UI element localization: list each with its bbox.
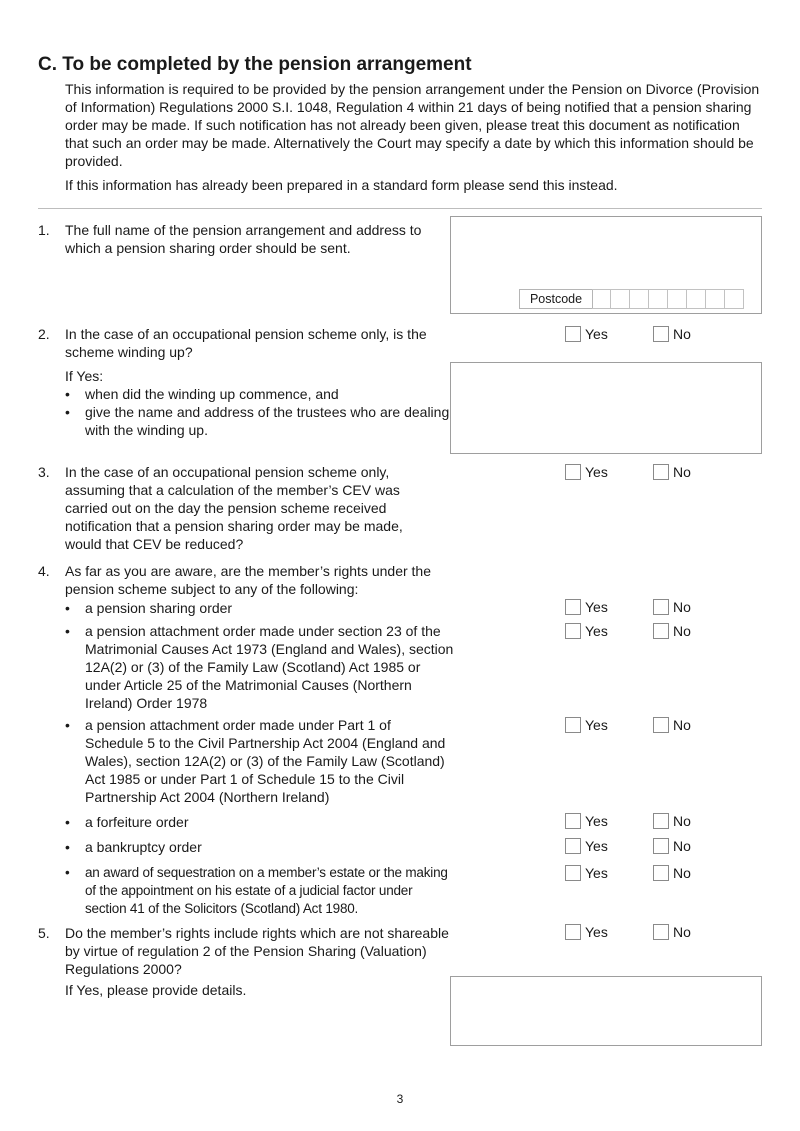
bullet-dot: • — [65, 839, 70, 855]
question-1-number: 1. — [38, 222, 50, 238]
question-4-item-4-yes-no — [565, 812, 765, 832]
bullet-dot: • — [65, 623, 70, 639]
question-4-text: As far as you are aware, are the member’s rights under the pension scheme subject to any of the following: — [65, 563, 431, 597]
no-checkbox[interactable] — [653, 326, 669, 342]
question-1-text: The full name of the pension arrangement and address to which a pension sharing order should be sent. — [65, 222, 422, 256]
no-checkbox[interactable] — [653, 717, 669, 733]
no-checkbox[interactable] — [653, 865, 669, 881]
section-title: C. To be completed by the pension arrangement — [38, 54, 472, 75]
question-4-item-1-yes-no — [565, 598, 765, 618]
yes-label: Yes — [585, 623, 608, 639]
yes-label: Yes — [585, 717, 608, 733]
no-label: No — [673, 326, 691, 342]
bullet-dot: • — [65, 404, 70, 420]
postcode-cell[interactable] — [725, 289, 744, 309]
non-shareable-details-field[interactable] — [450, 976, 762, 1046]
question-5-yes-no — [565, 923, 765, 943]
question-2-bullet — [65, 403, 450, 439]
question-4-item — [65, 716, 450, 806]
question-4-item — [65, 813, 450, 831]
yes-checkbox[interactable] — [565, 838, 581, 854]
question-4-item — [65, 838, 450, 856]
yes-checkbox[interactable] — [565, 924, 581, 940]
postcode-cell[interactable] — [649, 289, 668, 309]
yes-label: Yes — [585, 813, 608, 829]
question-3-yes-no — [565, 463, 765, 483]
item-text: a pension attachment order made under section 23 of the Matrimonial Causes Act 1973 (England and Wales), section 12A(2) or (3) of the Family Law (Scotland) Act 1985 or under Article 25 of the Matrimonial Causes (Northern Ireland) Order 1978 — [85, 623, 454, 711]
page-number: 3 — [396, 1092, 404, 1106]
no-label: No — [673, 464, 691, 480]
question-2-yes-no — [565, 325, 765, 345]
item-text: an award of sequestration on a member’s estate or the making of the appointment on his estate of a judicial factor under section 41 of the Solicitors (Scotland) Act 1980. — [85, 865, 448, 916]
question-4-item — [65, 864, 450, 918]
intro-paragraph: This information is required to be provided by the pension arrangement under the Pension on Divorce (Provision of Information) Regulations 2000 S.I. 1048, Regulation 4 within 21 days of being notified that a pension sharing order may be made. If such notification has not already been given, please treat this document as notification that such an order may be made. Alternatively the Court may specify a date by which this information should be provided. — [65, 81, 760, 169]
question-2-if-yes: If Yes: — [65, 368, 104, 384]
question-3-text: In the case of an occupational pension scheme only, assuming that a calculation of the member’s CEV was carried out on the day the pension scheme received notification that a pension sharing order may be made, would that CEV be reduced? — [65, 464, 403, 552]
no-checkbox[interactable] — [653, 838, 669, 854]
yes-checkbox[interactable] — [565, 326, 581, 342]
no-label: No — [673, 838, 691, 854]
yes-label: Yes — [585, 838, 608, 854]
no-label: No — [673, 717, 691, 733]
question-4-number: 4. — [38, 563, 50, 579]
section-divider — [38, 208, 762, 209]
yes-label: Yes — [585, 924, 608, 940]
question-3-number: 3. — [38, 464, 50, 480]
question-4-item-5-yes-no — [565, 837, 765, 857]
bullet-dot: • — [65, 865, 70, 880]
yes-checkbox[interactable] — [565, 717, 581, 733]
question-2-number: 2. — [38, 326, 50, 342]
item-text: a bankruptcy order — [85, 839, 202, 855]
bullet-dot: • — [65, 717, 70, 733]
postcode-label: Postcode — [519, 289, 593, 309]
yes-label: Yes — [585, 599, 608, 615]
no-checkbox[interactable] — [653, 623, 669, 639]
postcode-cell[interactable] — [706, 289, 725, 309]
no-label: No — [673, 623, 691, 639]
yes-label: Yes — [585, 464, 608, 480]
bullet-dot: • — [65, 814, 70, 830]
item-text: a pension attachment order made under Part 1 of Schedule 5 to the Civil Partnership Act 2004 (England and Wales), section 12A(2) or (3) of the Family Law (Scotland) Act 1985 or under Part 1 of Schedule 15 to the Civil Partnership Act 2004 (Northern Ireland) — [85, 717, 446, 805]
question-4-item-3-yes-no — [565, 716, 765, 736]
yes-checkbox[interactable] — [565, 865, 581, 881]
yes-checkbox[interactable] — [565, 464, 581, 480]
postcode-cell[interactable] — [611, 289, 630, 309]
question-5-text: Do the member’s rights include rights which are not shareable by virtue of regulation 2 of the Pension Sharing (Valuation) Regulations 2000? — [65, 925, 449, 977]
question-4-item — [65, 622, 455, 712]
item-text: a pension sharing order — [85, 600, 233, 616]
yes-checkbox[interactable] — [565, 599, 581, 615]
postcode-cell[interactable] — [687, 289, 706, 309]
yes-label: Yes — [585, 865, 608, 881]
question-5-number: 5. — [38, 925, 50, 941]
yes-checkbox[interactable] — [565, 813, 581, 829]
postcode-cell[interactable] — [592, 289, 611, 309]
bullet-text: when did the winding up commence, and — [85, 386, 339, 402]
question-4-item-2-yes-no — [565, 622, 765, 642]
question-5-if-yes: If Yes, please provide details. — [65, 982, 247, 998]
postcode-cell[interactable] — [668, 289, 687, 309]
no-label: No — [673, 924, 691, 940]
question-4-item — [65, 599, 450, 617]
question-4-item-6-yes-no — [565, 864, 765, 884]
no-label: No — [673, 865, 691, 881]
no-label: No — [673, 599, 691, 615]
yes-checkbox[interactable] — [565, 623, 581, 639]
no-checkbox[interactable] — [653, 813, 669, 829]
bullet-text: give the name and address of the trustees who are dealing with the winding up. — [85, 404, 450, 438]
bullet-dot: • — [65, 386, 70, 402]
no-checkbox[interactable] — [653, 599, 669, 615]
no-checkbox[interactable] — [653, 464, 669, 480]
standard-form-note: If this information has already been prepared in a standard form please send this instead. — [65, 177, 618, 193]
question-2-text: In the case of an occupational pension scheme only, is the scheme winding up? — [65, 326, 427, 360]
bullet-dot: • — [65, 600, 70, 616]
postcode-cell[interactable] — [630, 289, 649, 309]
no-checkbox[interactable] — [653, 924, 669, 940]
no-label: No — [673, 813, 691, 829]
yes-label: Yes — [585, 326, 608, 342]
item-text: a forfeiture order — [85, 814, 189, 830]
winding-up-details-field[interactable] — [450, 362, 762, 454]
question-2-bullet — [65, 385, 450, 403]
